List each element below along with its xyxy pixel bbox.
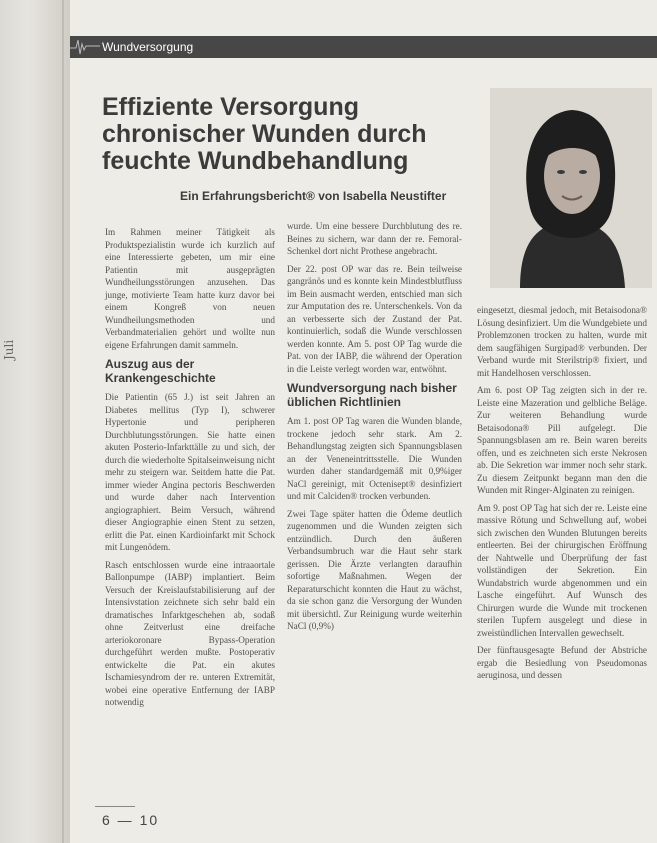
text-column-3: [477, 304, 647, 687]
portrait-icon: [490, 88, 652, 288]
paragraph: Der fünftausgesagte Befund der Abstriche ergab die Besiedlung von Pseudomonas aeruginosa, und dessen: [477, 645, 647, 680]
paragraph: Am 9. post OP Tag hat sich der re. Leiste eine massive Rötung und Schwellung auf, wobei sich zwischen den Wunden Blutungen bereits entleerten. Bei der chirurgischen Eröffnung der Nahtwelle und Überprüfung der fast vollständigen der Sekretion. Ein Wundabstrich wurde abgenommen und ein Lasche eingeführt. Auf Wunsch des Chirurgen wurde die Wunde mit trockenen sterilen Tupfern ausgelegt und diese in zweistündlichen Intervallen gewechselt.: [477, 502, 647, 638]
page-binding: [0, 0, 70, 843]
binding-shadow: [62, 0, 64, 843]
ecg-line-icon: [70, 36, 100, 58]
folio-rule: [95, 806, 135, 807]
article-title: Effiziente Versorgung chronischer Wunden durch feuchte Wundbehandlung: [102, 93, 427, 175]
text-column-2: [287, 220, 462, 638]
author-photo: [490, 88, 652, 288]
paragraph: Zwei Tage später hatten die Ödeme deutlich zugenommen und die Wunden zeigten sich entzündlich. Durch den äußeren Verbandsumbruch war die Haut sehr stark gerissen. Die Ärzte verlangten daraufhin sofortige Maßnahmen. Wegen der Reparaturschicht konnten die Haut zu wächst, da sie schon ganz die Versorgung der Wunden mit übersichtl. Zur Reinigung wurde weiterhin NaCl (0,9%): [287, 508, 462, 631]
page-number: 6 — 10: [102, 812, 160, 828]
section-tag: Wundversorgung: [102, 40, 194, 54]
paragraph: Rasch entschlossen wurde eine intraaortale Ballonpumpe (IABP) implantiert. Beim Versuch der Kreislaufstabilisierung auf der Intensivstation zeichnete sich sehr bald ein dramatisches Infarktgeschehen ab, sodaß ohne Zeitverlust eine dreifache arteriokoronare Bypass-Operation durchgeführt werden mußte. Postoperativ entwickelte die Pat. ein akutes Ischamiesyndrom der re. unteren Extremität, wobei eine operative Entfernung der IABP notwendig: [105, 559, 275, 707]
text-column-1: [105, 226, 275, 714]
heading-wundversorgung: Wundversorgung nach bisher üblichen Richtlinien: [287, 381, 457, 409]
paragraph: Die Patientin (65 J.) ist seit Jahren an Diabetes mellitus (Typ I), schwerer Hypertonie und peripheren Durchblutungsstörungen. Sie hatte einen akuten Posterio-Infarkttälle zu und sich, der durch die wiederholte Spitalseinweisung nicht mehr zu steigern war. Seitdem hatte die Pat. immer wieder Angina pectoris Beschwerden und wurde daher nach Intervention angiographiert. Beim Versuch, während dieser Angiographie einen Stent zu setzen, erlitt die Pat. einen Kardioinfarkt mit Schock mit Lungenödem.: [105, 392, 275, 552]
paragraph: Der 22. post OP war das re. Bein teilweise gangränös und es konnte kein Mindestblutfluss im Bein ausmacht werden, entschied man sich zur Amputation des re. Unterschenkels. Von da an verbesserte sich der Zustand der Pat. kontinuierlich, sodaß die Wunde verschlossen werden konnte. Am 5. post OP Tag wurde die Pat. von der IABP, die während der Operation in die Leiste verlegt worden war, entwöhnt.: [287, 263, 462, 374]
intro-paragraph: Im Rahmen meiner Tätigkeit als Produktspezialistin wurde ich kurzlich auf eine Interessierte gebeten, um mir eine Patientin mit ausgeprägten Wundheilungsstörungen anzusehen. Das junge, motivierte Team hatte kurz davor bei einem Kongreß von neuen Wundheilungsmethoden und Verbandmaterialien gehört und wollte nun eigene Erfahrungen damit sammeln.: [105, 227, 275, 350]
heading-krankengeschichte: Auszug aus der Krankengeschichte: [105, 357, 216, 385]
paragraph: wurde. Um eine bessere Durchblutung des re. Beines zu sichern, war dann der re. Femoral-Schenkel dort nicht Prothese angebracht.: [287, 221, 462, 256]
article-subtitle: Ein Erfahrungsbericht® von Isabella Neustifter: [180, 189, 447, 203]
paragraph: Am 6. post OP Tag zeigten sich in der re. Leiste eine Mazeration und gelbliche Beläge. Zur weiteren Behandlung wurde Betaisodona® Pill aufgelegt. Die Spannungsblasen am re. Bein waren bereits offen, und es zeichneten sich erste Nekrosen ab. Die Sekretion war immer noch sehr stark. Zu diesem Zeitpunkt begann man den die Wunden mit Ringer-Alginaten zu reinigen.: [477, 385, 647, 495]
paragraph: Am 1. post OP Tag waren die Wunden blande, trockene jedoch sehr stark. Am 2. Behandlungstag zeigten sich Spannungsblasen an der Veneneintrittsstelle. Die Wunden wurden daher standardgemäß mit 0,9%iger NaCl gereinigt, mit Octenisept® desinfiziert und mit Calciden® trocken verbunden.: [287, 416, 462, 501]
handwritten-margin-note: Juli: [2, 339, 16, 360]
paragraph: eingesetzt, diesmal jedoch, mit Betaisodona® Lösung desinfiziert. Um die Wundgebiete und Problemzonen trocken zu halten, wurde mit dem saugfähigen Surgipad® verbunden. Der Verband wurde mit Sterilstrip® fixiert, und mit Handelhosen verschlossen.: [477, 305, 647, 378]
